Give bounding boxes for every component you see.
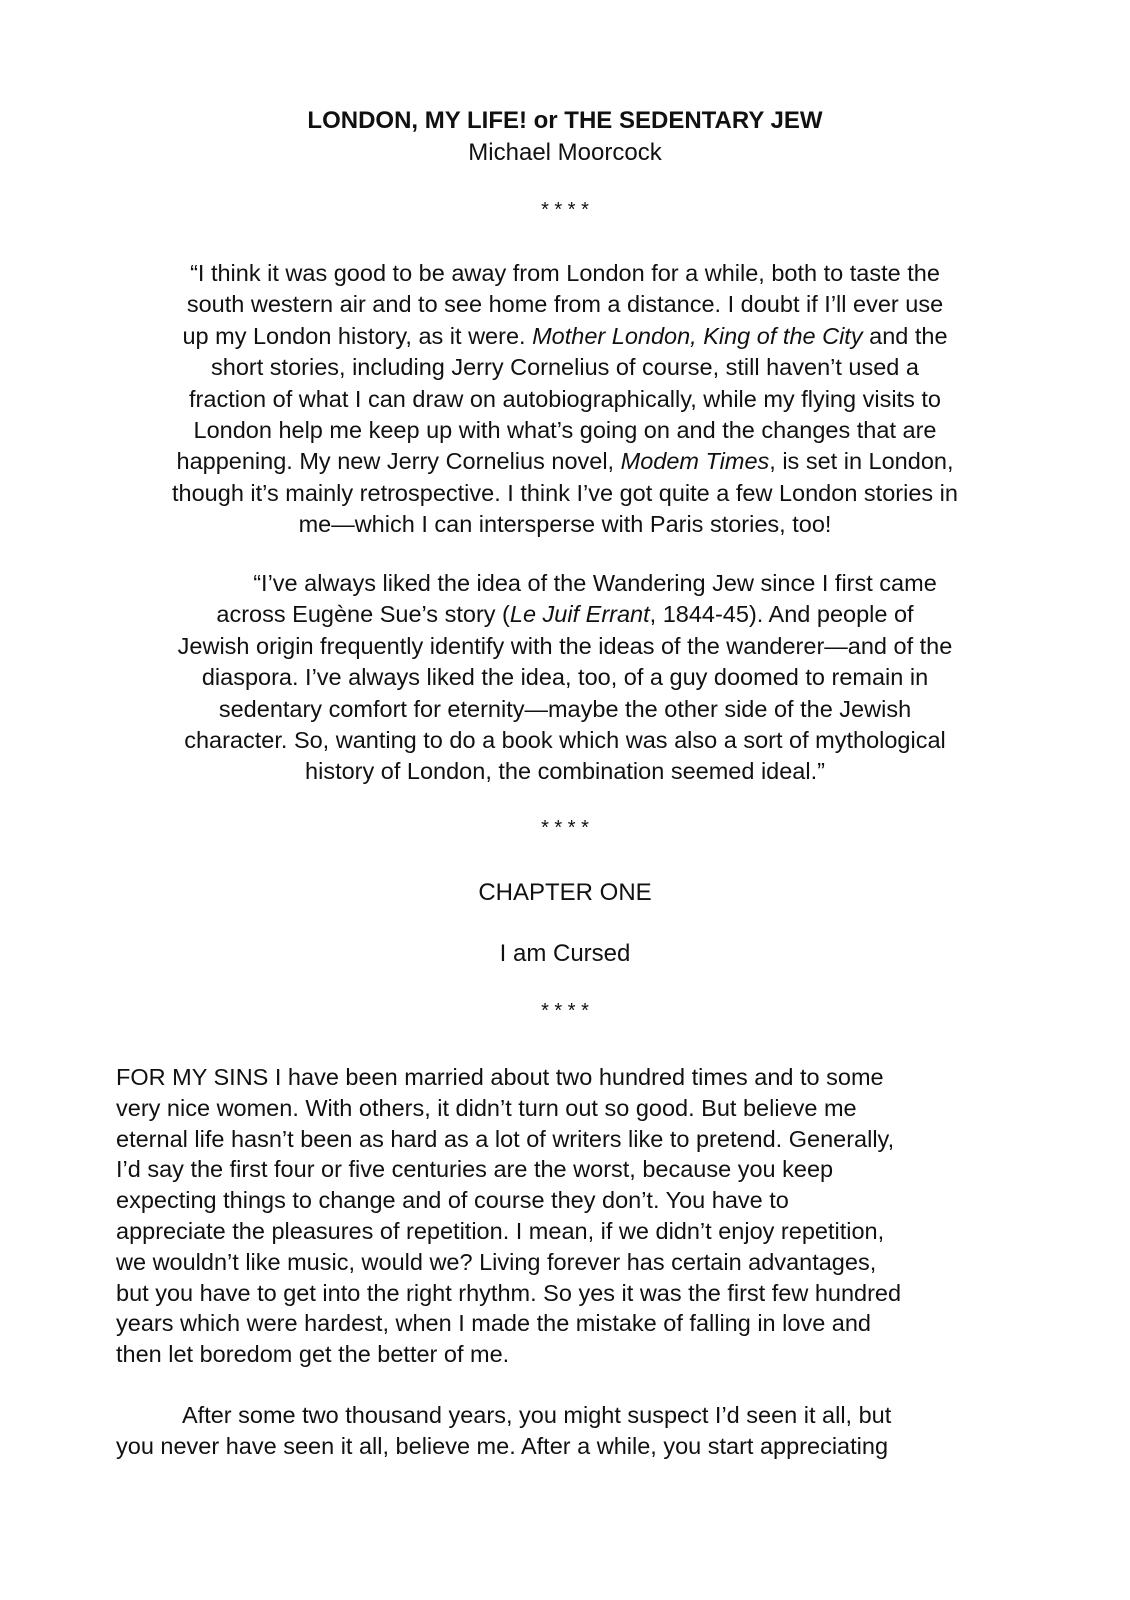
text-line [100, 599, 1030, 630]
text-line [100, 568, 1030, 599]
text-segment: , is set in London, [769, 448, 954, 475]
book-title-italic: Mother London, King of the City [532, 322, 863, 349]
text-line: then let boredom get the better of me. [116, 1341, 510, 1368]
text-line: but you have to get into the right rhythm. So yes it was the first few hundred [116, 1279, 902, 1306]
text-line: me—which I can intersperse with Paris stories, too! [298, 511, 832, 538]
text-line: sedentary comfort for eternity—maybe the other side of the Jewish [218, 695, 912, 722]
chapter-title: I am Cursed [499, 940, 631, 967]
text-line: Jewish origin frequently identify with the ideas of the wanderer—and of the [177, 632, 953, 659]
text-line: we wouldn’t like music, would we? Living forever has certain advantages, [116, 1248, 877, 1275]
separator-1: * * * * [541, 199, 589, 221]
text-line: fraction of what I can draw on autobiographically, while my flying visits to [189, 385, 941, 412]
text-line: very nice women. With others, it didn’t turn out so good. But believe me [116, 1094, 857, 1121]
text-segment: “I’ve always liked the idea of the Wandering Jew since I first came [253, 570, 937, 596]
text-line: “I think it was good to be away from London for a while, both to taste the [190, 260, 940, 286]
text-line [100, 321, 1030, 352]
text-line: history of London, the combination seemed ideal.” [305, 758, 825, 785]
text-line: short stories, including Jerry Cornelius of course, still haven’t used a [211, 354, 919, 381]
text-line: I’d say the first four or five centuries are the worst, because you keep [116, 1156, 834, 1183]
text-segment: across Eugène Sue’s story ( [216, 601, 510, 628]
text-line: appreciate the pleasures of repetition. I mean, if we didn’t enjoy repetition, [116, 1217, 885, 1244]
chapter-heading: CHAPTER ONE [478, 879, 652, 906]
book-title-italic: Modem Times [620, 448, 770, 475]
separator-2: * * * * [541, 817, 589, 839]
text-line: though it’s mainly retrospective. I think I’ve got quite a few London stories in [172, 479, 958, 506]
intro-paragraph-1 [100, 258, 1030, 541]
text-segment: up my London history, as it were. [182, 322, 533, 349]
text-line: diaspora. I’ve always liked the idea, too, of a guy doomed to remain in [201, 664, 929, 691]
document-title: LONDON, MY LIFE! or THE SEDENTARY JEW [307, 107, 823, 134]
text-line: eternal life hasn’t been as hard as a lot of writers like to pretend. Generally, [116, 1125, 895, 1152]
text-segment: , 1844-45). And people of [649, 601, 914, 628]
body-paragraph-1 [116, 1062, 1016, 1370]
text-segment: After some two thousand years, you might suspect I’d seen it all, but [182, 1402, 892, 1428]
text-line [116, 1400, 1016, 1431]
text-segment: and the [862, 322, 948, 349]
author-name: Michael Moorcock [468, 139, 662, 166]
book-title-italic: Le Juif Errant [509, 601, 650, 628]
text-line: years which were hardest, when I made the mistake of falling in love and [116, 1310, 872, 1337]
text-line: you never have seen it all, believe me. After a while, you start appreciating [116, 1432, 889, 1459]
text-line [100, 446, 1030, 477]
text-line: FOR MY SINS I have been married about two hundred times and to some [116, 1064, 884, 1090]
intro-paragraph-2 [100, 568, 1030, 788]
text-segment: happening. My new Jerry Cornelius novel, [176, 448, 621, 475]
text-line: London help me keep up with what’s going on and the changes that are [193, 417, 937, 444]
separator-3: * * * * [541, 1000, 589, 1022]
text-line: south western air and to see home from a distance. I doubt if I’ll ever use [186, 291, 944, 318]
text-line: character. So, wanting to do a book which was also a sort of mythological [184, 727, 946, 754]
text-line: expecting things to change and of course they don’t. You have to [116, 1187, 789, 1214]
body-paragraph-2 [116, 1400, 1016, 1462]
